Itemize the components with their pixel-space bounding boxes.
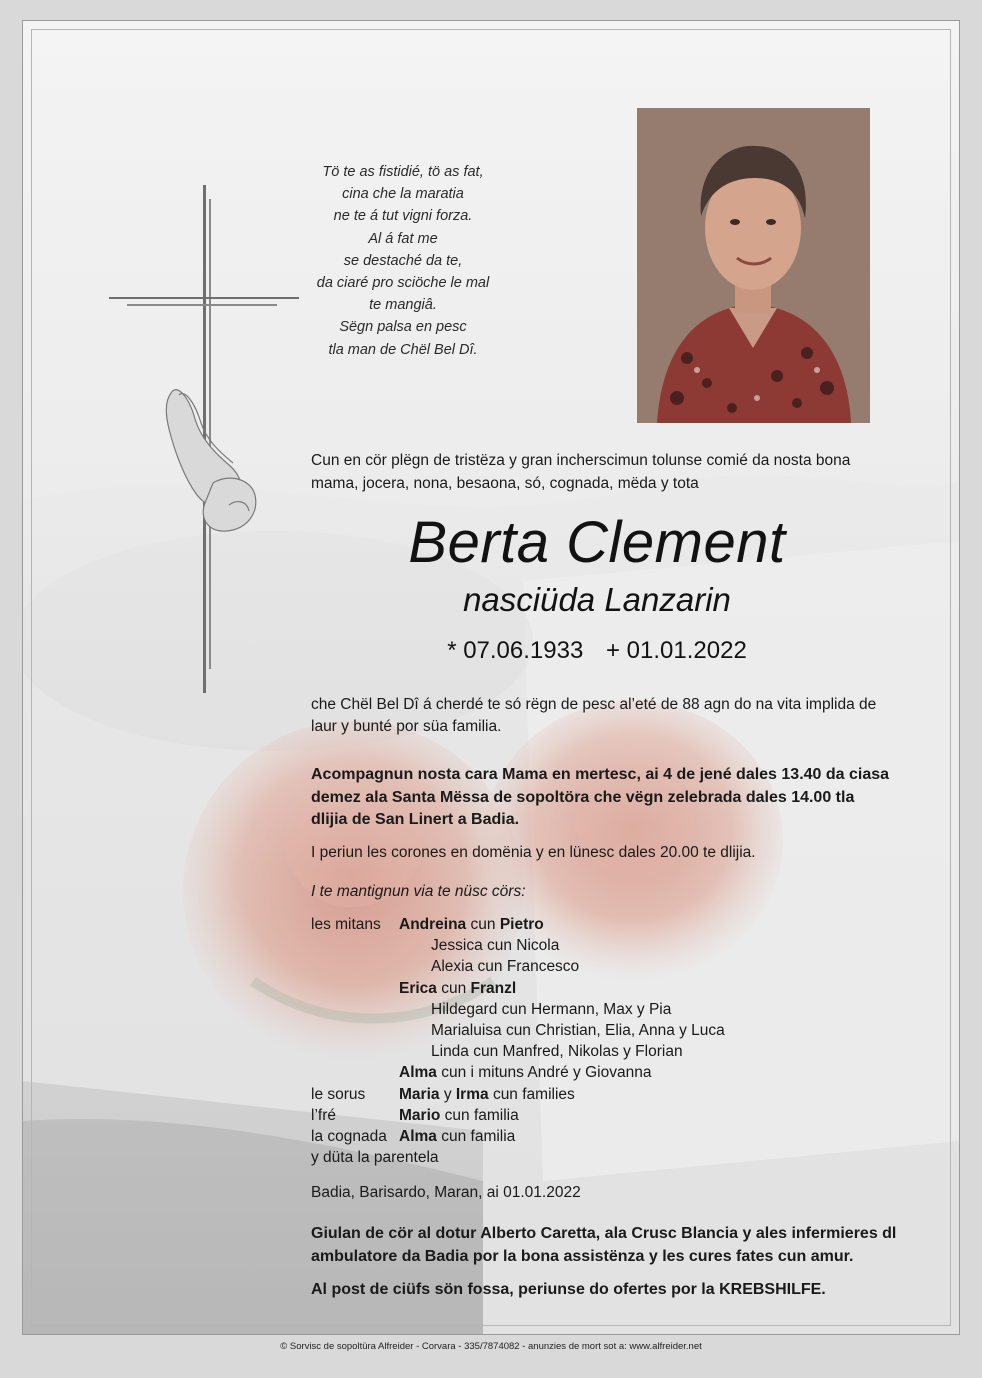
poem xyxy=(253,161,553,361)
mourner-name: Maria xyxy=(399,1085,440,1103)
mourner-name: Erica xyxy=(399,979,437,997)
mourner-entry: cun families xyxy=(492,1085,575,1103)
poem-line: da ciaré pro sciöche le mal xyxy=(316,275,490,292)
poem-line: tla man de Chël Bel Dî. xyxy=(328,341,478,358)
list-item xyxy=(311,1041,891,1062)
relation-label: le sorus xyxy=(311,1085,366,1103)
list-item xyxy=(311,956,891,977)
poem-line: se destaché da te, xyxy=(343,252,463,269)
deceased-name: Berta Clement xyxy=(408,510,786,575)
connector: cun xyxy=(470,916,496,933)
poem-line: ne te á tut vigni forza. xyxy=(333,208,473,225)
mourner-entry: Linda cun Manfred, Nikolas y Florian xyxy=(431,1043,683,1061)
mourner-entry: cun familia xyxy=(441,1127,516,1145)
mourner-entry: Hildegard cun Hermann, Max y Pia xyxy=(431,1000,672,1018)
list-item xyxy=(311,1084,891,1105)
relation-label: y düta la parentela xyxy=(311,1149,439,1167)
mourner-entry: Jessica cun Nicola xyxy=(431,937,560,955)
mourner-name: Pietro xyxy=(499,916,544,933)
thanks-text: Giulan de cör al dotur Alberto Caretta, ala Crusc Blancia y ales infermieres dl ambulatore da Badia por la bona assistënza y les cures fates cun amur. xyxy=(311,1225,897,1265)
mourner-name: Franzl xyxy=(470,979,517,997)
list-item xyxy=(311,935,891,956)
place-date: Badia, Barisardo, Maran, ai 01.01.2022 xyxy=(311,1184,581,1201)
list-item xyxy=(311,978,891,999)
relation-label: les mitans xyxy=(311,916,381,933)
poem-line: Tö te as fistidié, tö as fat, xyxy=(322,164,484,180)
connector: y xyxy=(443,1085,452,1103)
funeral-info: Acompagnun nosta cara Mama en mertesc, ai 4 de jené dales 13.40 da ciasa demez ala Santa Mëssa de sopoltöra che vëgn zelebrada dales 14.00 tla dlijia de San Linert a Badia. xyxy=(311,766,890,828)
maiden-name: nasciüda Lanzarin xyxy=(463,581,731,618)
poem-line: Al á fat me xyxy=(368,230,438,247)
mourner-name: Alma xyxy=(399,1064,437,1082)
list-item xyxy=(311,999,891,1020)
list-item xyxy=(311,1126,891,1147)
footer-credit: © Sorvisc de sopoltüra Alfreider - Corvara - 335/7874082 - anunzies de mort sot a: www.alfreider.net xyxy=(280,1341,702,1352)
intro-text: Cun en cör plëgn de tristëza y gran incherscimun tolunse comié da nosta bona mama, jocera, nona, besaona, só, cognada, mëda y tota xyxy=(311,452,851,492)
mourners-list xyxy=(311,914,891,1168)
life-dates xyxy=(311,637,883,665)
poem-line: cina che la maratia xyxy=(342,186,464,203)
portrait-photo xyxy=(637,108,870,423)
mourner-name: Alma xyxy=(399,1127,437,1145)
mourners-heading: I te mantignun via te nüsc cörs: xyxy=(311,883,526,900)
birth-date: * 07.06.1933 xyxy=(447,637,584,664)
list-item xyxy=(311,1062,891,1083)
mourner-entry: cun familia xyxy=(444,1106,519,1124)
relation-label: l’fré xyxy=(311,1106,336,1124)
mourner-name: Mario xyxy=(399,1106,441,1124)
rosary-info: I periun les corones en domënia y en lünesc dales 20.00 te dlijia. xyxy=(311,844,756,861)
mourner-entry: cun i mituns André y Giovanna xyxy=(441,1064,652,1082)
poem-line: te mangiâ. xyxy=(369,297,437,314)
poem-line: Sëgn palsa en pesc xyxy=(339,319,467,336)
list-item xyxy=(311,1147,891,1168)
death-date: + 01.01.2022 xyxy=(605,637,747,664)
relation-label: la cognada xyxy=(311,1127,387,1145)
list-item xyxy=(311,1020,891,1041)
donation-note: Al post de ciüfs sön fossa, periunse do ofertes por la KREBSHILFE. xyxy=(311,1281,826,1298)
mourner-entry: Marialuisa cun Christian, Elia, Anna y Luca xyxy=(431,1021,725,1039)
connector: cun xyxy=(441,979,467,997)
list-item xyxy=(311,1105,891,1126)
obituary-card xyxy=(22,20,960,1335)
mourner-name: Irma xyxy=(455,1085,489,1103)
mourner-name: Andreina xyxy=(399,916,467,933)
mourner-entry: Alexia cun Francesco xyxy=(431,958,580,976)
passing-text: che Chël Bel Dî á cherdé te só rëgn de pesc al’eté de 88 agn do na vita implida de laur y bunté por süa familia. xyxy=(311,696,877,735)
list-item xyxy=(311,914,891,935)
